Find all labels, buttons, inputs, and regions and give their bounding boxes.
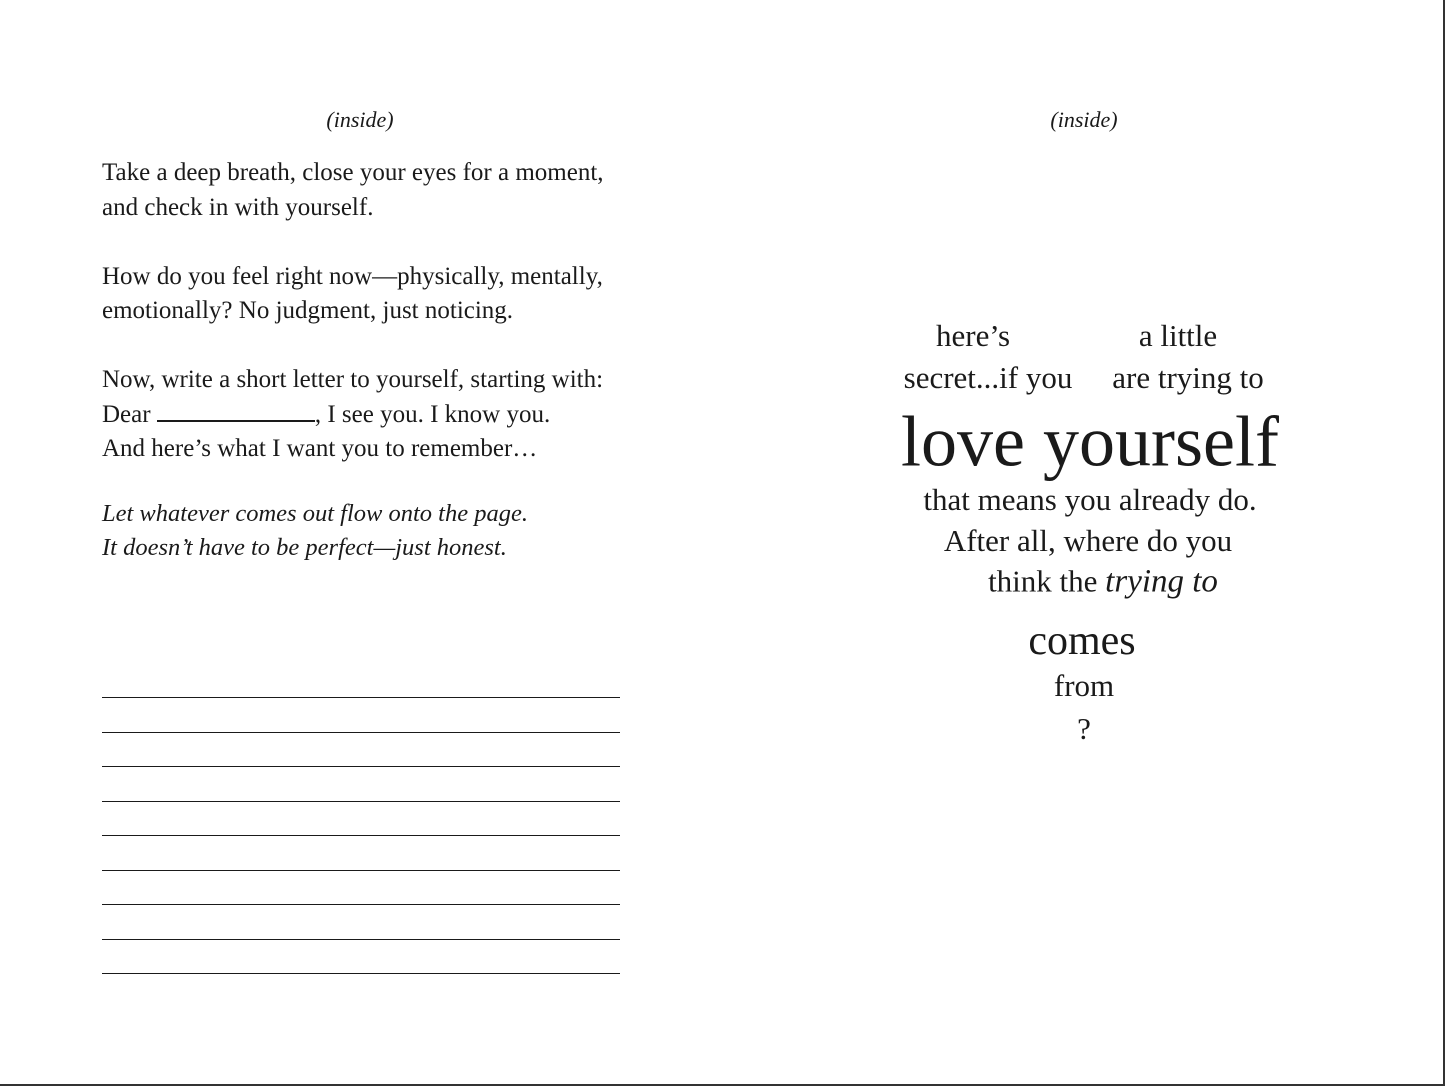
writing-line (102, 939, 620, 940)
writing-line (102, 732, 620, 733)
line-already-do: that means you already do. (923, 482, 1257, 517)
think-the-text: think the (988, 563, 1106, 599)
see-you-text: , I see you. I know you. (314, 400, 551, 428)
writing-line (102, 973, 620, 974)
dear-line (102, 398, 622, 433)
word-are-trying-to: are trying to (1112, 360, 1264, 395)
trying-to-italic: trying to (1105, 563, 1218, 600)
italic-line-2: It doesn’t have to be perfect—just honest. (102, 534, 507, 561)
question-mark: ? (1077, 711, 1091, 746)
word-comes: comes (1028, 618, 1136, 664)
word-from: from (1053, 668, 1115, 703)
writing-line (102, 904, 620, 905)
line-think-the (988, 564, 1218, 601)
name-blank (157, 400, 315, 422)
writing-line (102, 766, 620, 767)
writing-line (102, 835, 620, 836)
writing-line (102, 870, 620, 871)
paragraph-letter: Now, write a short letter to yourself, starting with: (102, 366, 604, 393)
italic-line-1: Let whatever comes out flow onto the page. (102, 499, 528, 527)
writing-line (102, 697, 620, 698)
right-page-label: (inside) (1050, 107, 1118, 132)
paragraph-feel: How do you feel right now—physically, mentally, emotionally? No judgment, just noticing. (102, 262, 603, 324)
remember-line: And here’s what I want you to remember… (102, 435, 538, 462)
word-heres: here’s (935, 318, 1011, 353)
word-secret-if-you: secret...if you (903, 360, 1073, 395)
writing-line (102, 801, 620, 802)
paragraph-intro: Take a deep breath, close your eyes for a moment, and check in with yourself. (102, 159, 604, 221)
left-page-text (102, 156, 622, 566)
love-yourself-heading: love yourself (901, 401, 1279, 482)
dear-text: Dear (102, 400, 157, 428)
line-after-all: After all, where do you (943, 523, 1233, 558)
left-page-label: (inside) (326, 107, 394, 132)
word-a-little: a little (1138, 318, 1218, 353)
